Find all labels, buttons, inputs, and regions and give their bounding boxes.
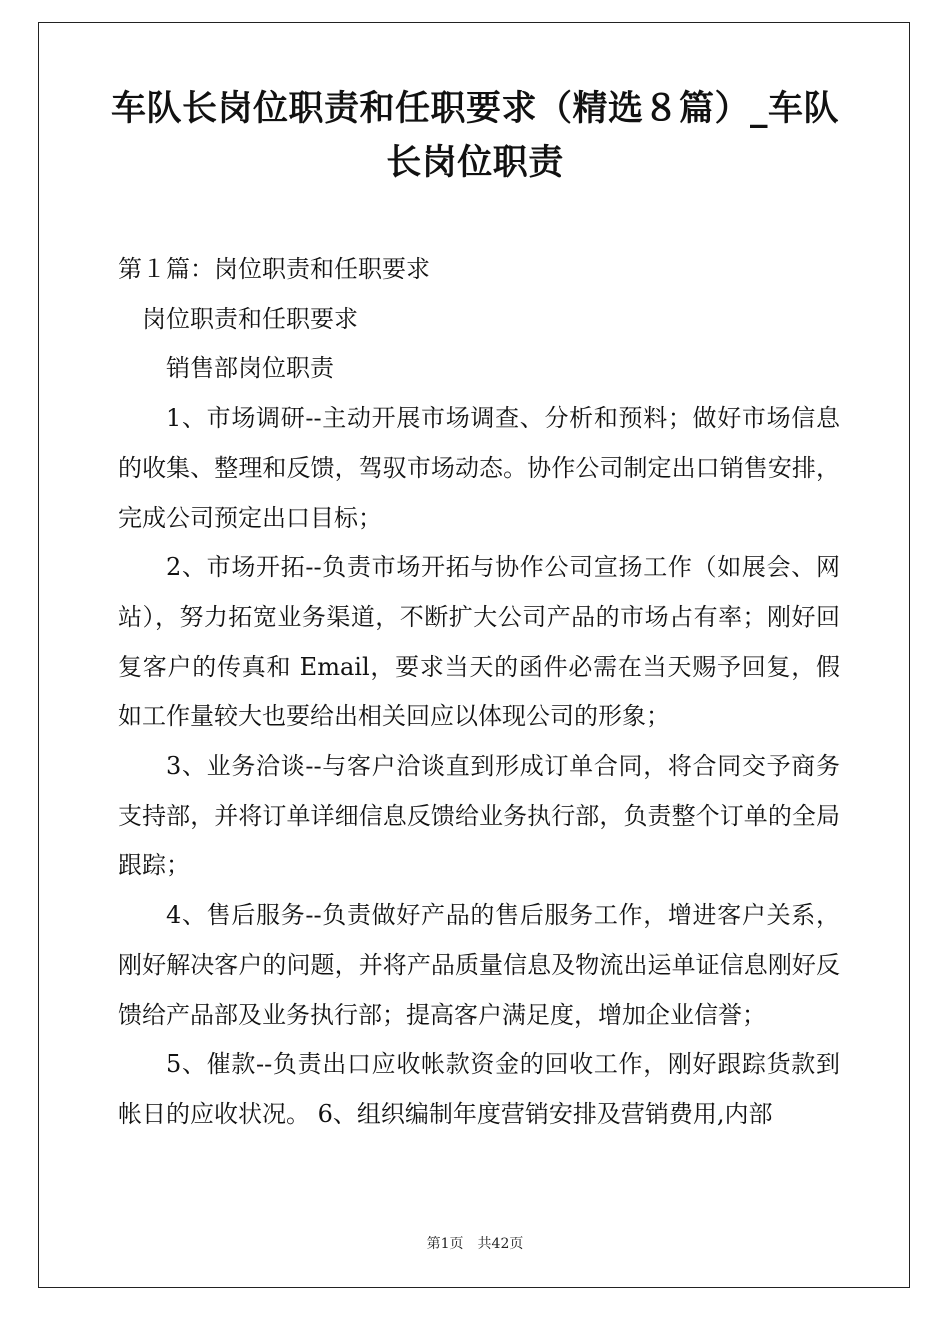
subheading: 岗位职责和任职要求 xyxy=(142,304,358,333)
paragraph-4: 4、售后服务--负责做好产品的售后服务工作，增进客户关系，刚好解决客户的问题，并将产品质量信息及物流出运单证信息刚好反馈给产品部及业务执行部；提高客户满足度，增加企业信誉； xyxy=(118,901,840,1029)
page-footer xyxy=(0,1233,950,1253)
section-heading: 第１篇：岗位职责和任职要求 xyxy=(118,255,430,283)
page-total: 共42页 xyxy=(477,1236,524,1252)
page-number: 第1页 xyxy=(426,1236,464,1252)
paragraph-1: 1、市场调研--主动开展市场调查、分析和预料；做好市场信息的收集、整理和反馈，驾驭市场动态。协作公司制定出口销售安排，完成公司预定出口目标； xyxy=(118,404,840,532)
document-body xyxy=(118,245,840,1140)
department-heading: 销售部岗位职责 xyxy=(166,354,334,383)
paragraph-3: 3、业务洽谈--与客户洽谈直到形成订单合同，将合同交予商务支持部，并将订单详细信息反馈给业务执行部，负责整个订单的全局跟踪； xyxy=(118,752,840,880)
paragraph-2: 2、市场开拓--负责市场开拓与协作公司宣扬工作（如展会、网站），努力拓宽业务渠道，不断扩大公司产品的市场占有率；刚好回复客户的传真和 Email，要求当天的函件必需在当天赐予回复，假如工作量较大也要给出相关回应以体现公司的形象； xyxy=(118,553,840,731)
document-title: 车队长岗位职责和任职要求（精选８篇）_车队长岗位职责 xyxy=(110,88,839,183)
paragraph-5: 5、催款--负责出口应收帐款资金的回收工作，刚好跟踪货款到帐日的应收状况。 6、组织编制年度营销安排及营销费用,内部 xyxy=(118,1050,840,1128)
